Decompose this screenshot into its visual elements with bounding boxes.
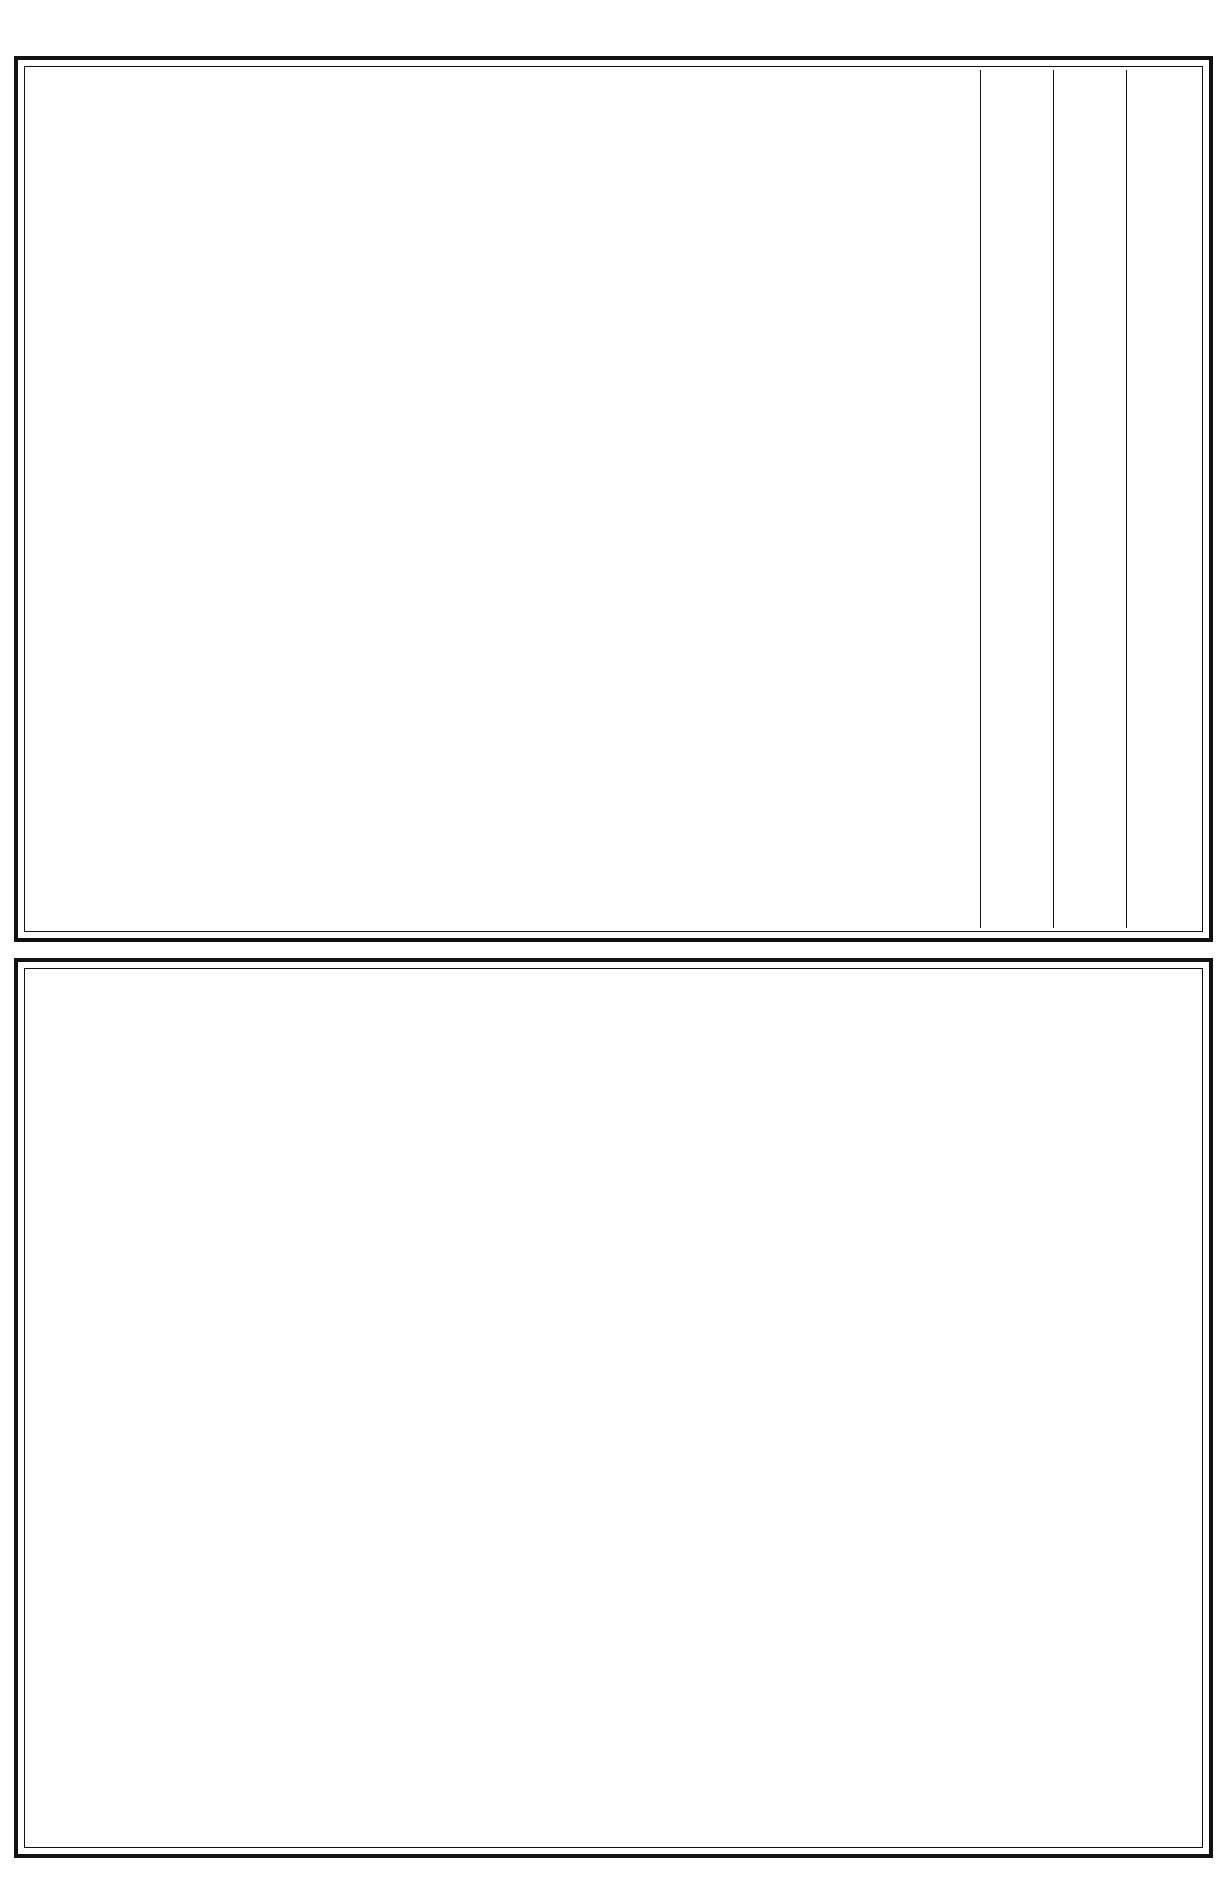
top-text-column bbox=[1053, 70, 1126, 928]
annotation-line bbox=[1165, 70, 1199, 928]
annotation-note bbox=[1058, 70, 1126, 928]
top-page-frame bbox=[14, 56, 1213, 942]
annotation-line bbox=[1092, 70, 1126, 928]
top-page-columns bbox=[28, 70, 1199, 928]
annotation-note bbox=[1131, 70, 1199, 928]
annotation-line bbox=[1131, 70, 1165, 928]
bottom-page-columns bbox=[28, 972, 1199, 1844]
top-text-column bbox=[980, 70, 1053, 928]
bottom-page-frame bbox=[14, 958, 1213, 1858]
top-text-column bbox=[1126, 70, 1199, 928]
top-text-column bbox=[907, 70, 980, 928]
annotation-line bbox=[1058, 70, 1092, 928]
